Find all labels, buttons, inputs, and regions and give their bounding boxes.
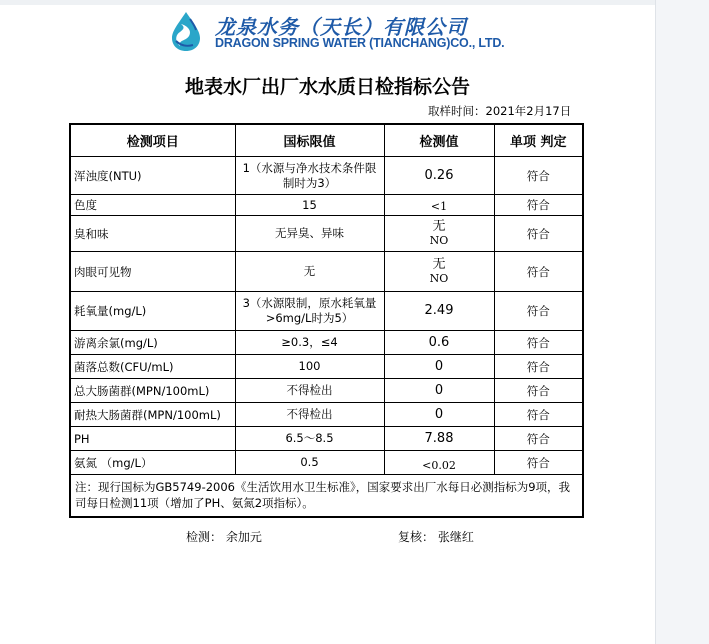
- judgement: 符合: [494, 195, 583, 216]
- item-name: 氨氮 （mg/L）: [70, 451, 235, 475]
- measured-value: [384, 331, 494, 355]
- limit-value: 1（水源与净水技术条件限制时为3）: [235, 157, 384, 195]
- measured-value-text: 7.88: [424, 430, 454, 446]
- judgement: 符合: [494, 403, 583, 427]
- company-name-cn: 龙泉水务（天长）有限公司: [215, 15, 467, 39]
- right-margin: [655, 0, 709, 644]
- measured-value: [384, 451, 494, 475]
- limit-value: 0.5: [235, 451, 384, 475]
- measured-value-text: 0.26: [424, 167, 454, 183]
- limit-value: 15: [235, 195, 384, 216]
- table-header-row: [70, 124, 583, 157]
- table-row: [70, 292, 583, 331]
- measured-value-text: 0: [434, 382, 444, 398]
- item-name: 浑浊度(NTU): [70, 157, 235, 195]
- item-name: 菌落总数(CFU/mL): [70, 355, 235, 379]
- limit-value: 3（水源限制，原水耗氧量>6mg/L时为5）: [235, 292, 384, 331]
- measured-value: [384, 252, 494, 292]
- limit-value: 不得检出: [235, 379, 384, 403]
- measured-value-sub: NO: [429, 271, 449, 285]
- measured-value-text: 0.6: [428, 334, 450, 350]
- measured-value-text: 0: [434, 358, 444, 374]
- table-row: [70, 451, 583, 475]
- table-row: [70, 157, 583, 195]
- measured-value: [384, 292, 494, 331]
- table-row: [70, 216, 583, 252]
- judgement: 符合: [494, 292, 583, 331]
- judgement: 符合: [494, 331, 583, 355]
- measured-value-text: <0.02: [422, 459, 456, 472]
- measured-value-sub: NO: [429, 233, 449, 247]
- limit-value: ≥0.3，≤4: [235, 331, 384, 355]
- judgement: 符合: [494, 451, 583, 475]
- table-row: [70, 252, 583, 292]
- item-name: 色度: [70, 195, 235, 216]
- header-judge: 单项 判定: [494, 124, 583, 157]
- measured-value: [384, 157, 494, 195]
- item-name: 游离余氯(mg/L): [70, 331, 235, 355]
- limit-value: 无: [235, 252, 384, 292]
- judgement: 符合: [494, 379, 583, 403]
- table-row: [70, 355, 583, 379]
- inspector-signature: 检测： 余加元: [186, 530, 262, 544]
- measured-value-text: 0: [434, 406, 444, 422]
- judgement: 符合: [494, 355, 583, 379]
- item-name: PH: [70, 427, 235, 451]
- table-row: [70, 427, 583, 451]
- limit-value: 不得检出: [235, 403, 384, 427]
- water-drop-logo-icon: [168, 10, 204, 52]
- judgement: 符合: [494, 157, 583, 195]
- limit-value: 无异臭、异味: [235, 216, 384, 252]
- measured-value-text: 无: [432, 218, 446, 234]
- item-name: 耐热大肠菌群(MPN/100mL): [70, 403, 235, 427]
- item-name: 臭和味: [70, 216, 235, 252]
- table-row: [70, 195, 583, 216]
- page-title: 地表水厂出厂水水质日检指标公告: [184, 76, 470, 98]
- measured-value-text: 无: [432, 256, 446, 272]
- limit-value: 100: [235, 355, 384, 379]
- measured-value: [384, 355, 494, 379]
- measured-value-text: 2.49: [424, 303, 454, 318]
- top-edge: [0, 0, 655, 5]
- measured-value: [384, 216, 494, 252]
- measured-value: [384, 379, 494, 403]
- measured-value: [384, 427, 494, 451]
- table-row: [70, 403, 583, 427]
- header-value: 检测值: [384, 124, 494, 157]
- item-name: 肉眼可见物: [70, 252, 235, 292]
- item-name: 耗氧量(mg/L): [70, 292, 235, 331]
- judgement: 符合: [494, 216, 583, 252]
- header-item: 检测项目: [70, 124, 235, 157]
- sample-date: 取样时间：2021年2月17日: [428, 104, 572, 118]
- measured-value: [384, 195, 494, 216]
- measured-value: [384, 403, 494, 427]
- judgement: 符合: [494, 252, 583, 292]
- judgement: 符合: [494, 427, 583, 451]
- company-name-en: DRAGON SPRING WATER (TIANCHANG)CO., LTD.: [215, 36, 505, 50]
- measured-value-text: <1: [430, 200, 448, 213]
- table-row: [70, 331, 583, 355]
- limit-value: 6.5～8.5: [235, 427, 384, 451]
- standard-note: 注：现行国标为GB5749-2006《生活饮用水卫生标准》，国家要求出厂水每日必测指标为9项，我司每日检测11项（增加了PH、氨氮2项指标）。: [70, 475, 583, 517]
- water-quality-table: [69, 123, 584, 518]
- table-row: [70, 379, 583, 403]
- item-name: 总大肠菌群(MPN/100mL): [70, 379, 235, 403]
- header-limit: 国标限值: [235, 124, 384, 157]
- note-row: [70, 475, 583, 517]
- reviewer-signature: 复核： 张继红: [398, 530, 474, 544]
